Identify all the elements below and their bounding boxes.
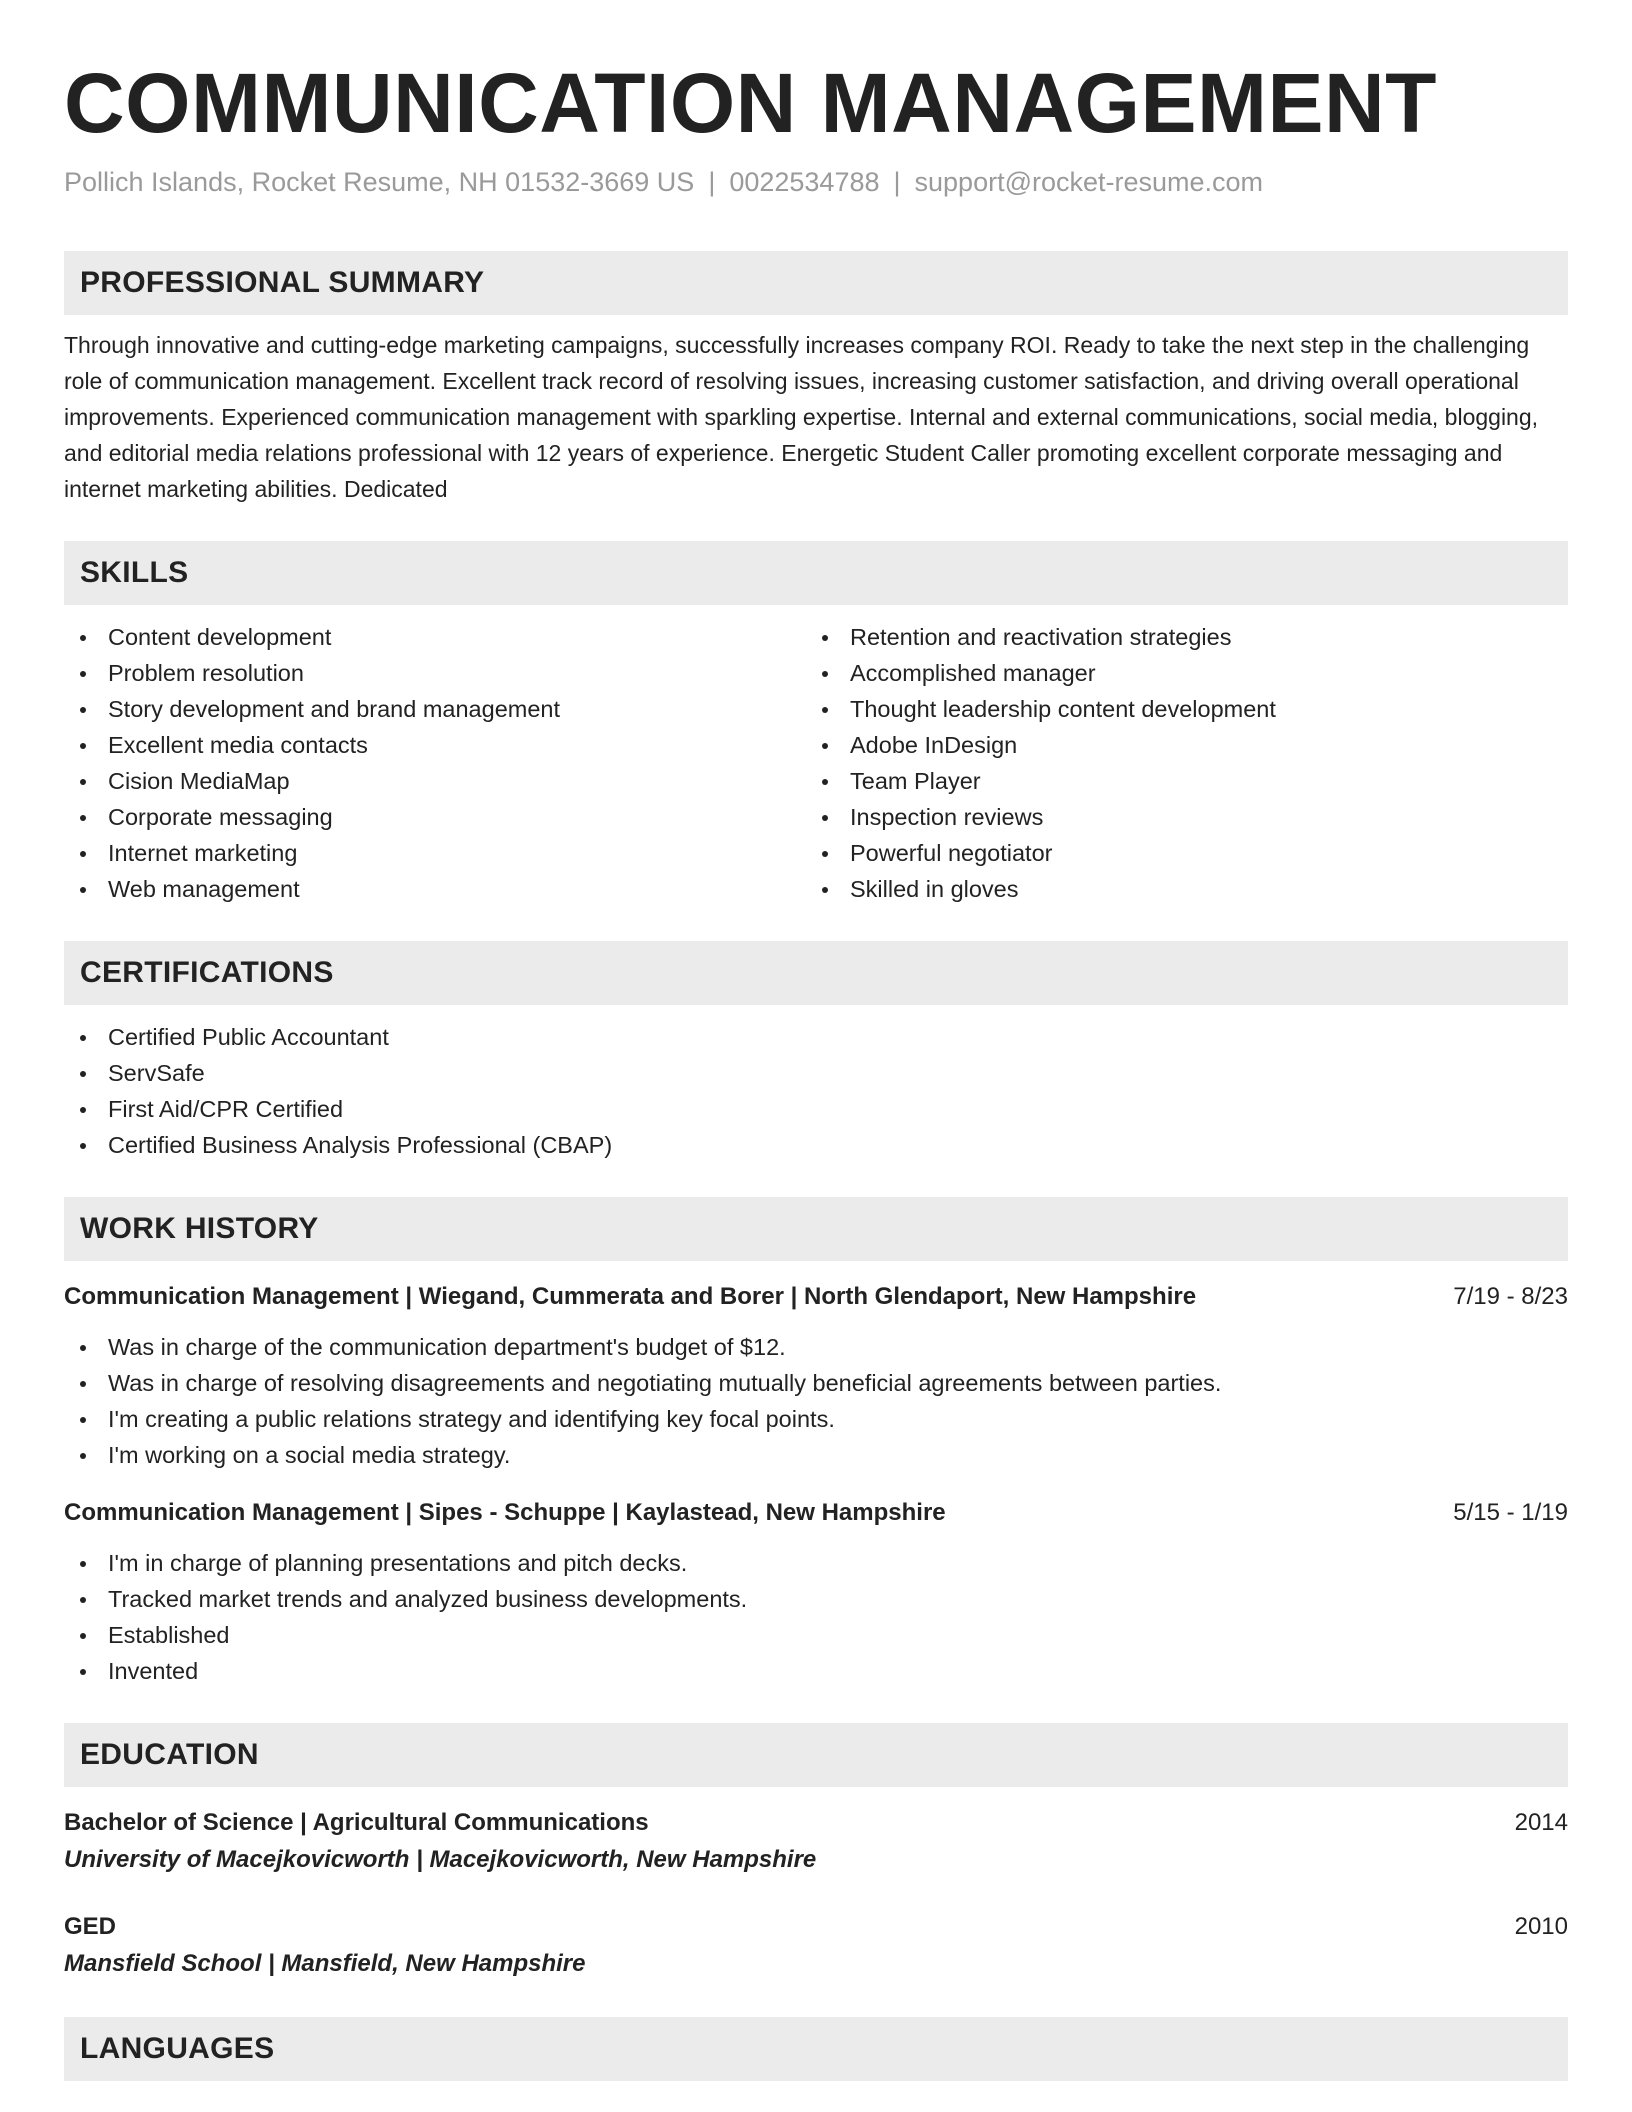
job-bullet: I'm creating a public relations strategy and identifying key focal points.	[64, 1401, 1568, 1437]
job-entry	[64, 1279, 1568, 1473]
job-header	[64, 1495, 1568, 1531]
work-history-section	[64, 1197, 1568, 1689]
certifications-heading-bar	[64, 941, 1568, 1005]
skill-item: Content development	[64, 619, 806, 655]
certification-item: First Aid/CPR Certified	[64, 1091, 1568, 1127]
contact-line	[64, 165, 1568, 199]
summary-heading: PROFESSIONAL SUMMARY	[80, 266, 485, 299]
certification-item: Certified Business Analysis Professional (CBAP)	[64, 1127, 1568, 1163]
education-header	[64, 1805, 1568, 1841]
skill-item: Retention and reactivation strategies	[806, 619, 1548, 655]
job-bullet: Was in charge of resolving disagreements and negotiating mutually beneficial agreements between parties.	[64, 1365, 1568, 1401]
job-bullet: I'm working on a social media strategy.	[64, 1437, 1568, 1473]
job-entry	[64, 1495, 1568, 1689]
skill-item: Story development and brand management	[64, 691, 806, 727]
contact-email: support@rocket-resume.com	[914, 167, 1264, 197]
skill-item: Skilled in gloves	[806, 871, 1548, 907]
work-history-heading: WORK HISTORY	[80, 1212, 319, 1245]
education-school: University of Macejkovicworth | Macejkovicworth, New Hampshire	[64, 1846, 817, 1873]
summary-section	[64, 251, 1568, 507]
skill-item: Web management	[64, 871, 806, 907]
work-history-heading-bar	[64, 1197, 1568, 1261]
education-year: 2010	[1514, 1913, 1568, 1940]
summary-heading-bar	[64, 251, 1568, 315]
job-bullet: I'm in charge of planning presentations and pitch decks.	[64, 1545, 1568, 1581]
skill-item: Internet marketing	[64, 835, 806, 871]
certification-item: Certified Public Accountant	[64, 1019, 1568, 1055]
skills-heading: SKILLS	[80, 556, 189, 589]
contact-separator: |	[893, 167, 901, 197]
skill-item: Thought leadership content development	[806, 691, 1548, 727]
resume-content	[64, 0, 1568, 2081]
job-bullets	[64, 1545, 1568, 1689]
skills-section	[64, 541, 1568, 907]
certifications-section	[64, 941, 1568, 1163]
skills-heading-bar	[64, 541, 1568, 605]
job-bullet: Invented	[64, 1653, 1568, 1689]
skill-item: Corporate messaging	[64, 799, 806, 835]
resume-name: COMMUNICATION MANAGEMENT	[64, 56, 1437, 150]
contact-phone: 0022534788	[729, 167, 880, 197]
job-bullet: Was in charge of the communication department's budget of $12.	[64, 1329, 1568, 1365]
skill-item: Team Player	[806, 763, 1548, 799]
certification-item: ServSafe	[64, 1055, 1568, 1091]
skill-item: Powerful negotiator	[806, 835, 1548, 871]
job-bullets	[64, 1329, 1568, 1473]
summary-text: Through innovative and cutting-edge marketing campaigns, successfully increases company ROI. Ready to take the next step in the challenging role of communication management. Excellent track record of resolving issues, increasing customer satisfaction, and driving overall operational improvements. Experienced communication management with sparkling expertise. Internal and external communications, social media, blogging, and editorial media relations professional with 12 years of experience. Energetic Student Caller promoting excellent corporate messaging and internet marketing abilities. Dedicated	[64, 332, 1539, 502]
certifications-list	[64, 1019, 1568, 1163]
education-heading-bar	[64, 1723, 1568, 1787]
skill-item: Excellent media contacts	[64, 727, 806, 763]
job-title: Communication Management | Wiegand, Cummerata and Borer | North Glendaport, New Hampshire	[64, 1283, 1197, 1310]
education-school: Mansfield School | Mansfield, New Hampshire	[64, 1950, 586, 1977]
skill-item: Inspection reviews	[806, 799, 1548, 835]
certifications-heading: CERTIFICATIONS	[80, 956, 334, 989]
education-heading: EDUCATION	[80, 1738, 259, 1771]
skill-item: Cision MediaMap	[64, 763, 806, 799]
job-title: Communication Management | Sipes - Schuppe | Kaylastead, New Hampshire	[64, 1499, 946, 1526]
languages-heading-bar	[64, 2017, 1568, 2081]
education-entry	[64, 1909, 1568, 1983]
job-bullet: Established	[64, 1617, 1568, 1653]
skills-columns	[64, 605, 1568, 907]
languages-heading: LANGUAGES	[80, 2032, 275, 2065]
skill-item: Accomplished manager	[806, 655, 1548, 691]
skill-item: Adobe InDesign	[806, 727, 1548, 763]
skill-item: Problem resolution	[64, 655, 806, 691]
languages-section	[64, 2017, 1568, 2081]
education-section	[64, 1723, 1568, 1983]
skills-left-list	[64, 619, 806, 907]
education-entry	[64, 1805, 1568, 1879]
skills-right-list	[806, 619, 1548, 907]
contact-address: Pollich Islands, Rocket Resume, NH 01532-3669 US	[64, 167, 695, 197]
contact-separator: |	[708, 167, 716, 197]
job-bullet: Tracked market trends and analyzed business developments.	[64, 1581, 1568, 1617]
job-header	[64, 1279, 1568, 1315]
job-dates: 7/19 - 8/23	[1453, 1283, 1568, 1310]
education-degree: GED	[64, 1913, 117, 1940]
job-dates: 5/15 - 1/19	[1453, 1499, 1568, 1526]
education-header	[64, 1909, 1568, 1945]
education-degree: Bachelor of Science | Agricultural Communications	[64, 1809, 649, 1836]
education-year: 2014	[1514, 1809, 1568, 1836]
